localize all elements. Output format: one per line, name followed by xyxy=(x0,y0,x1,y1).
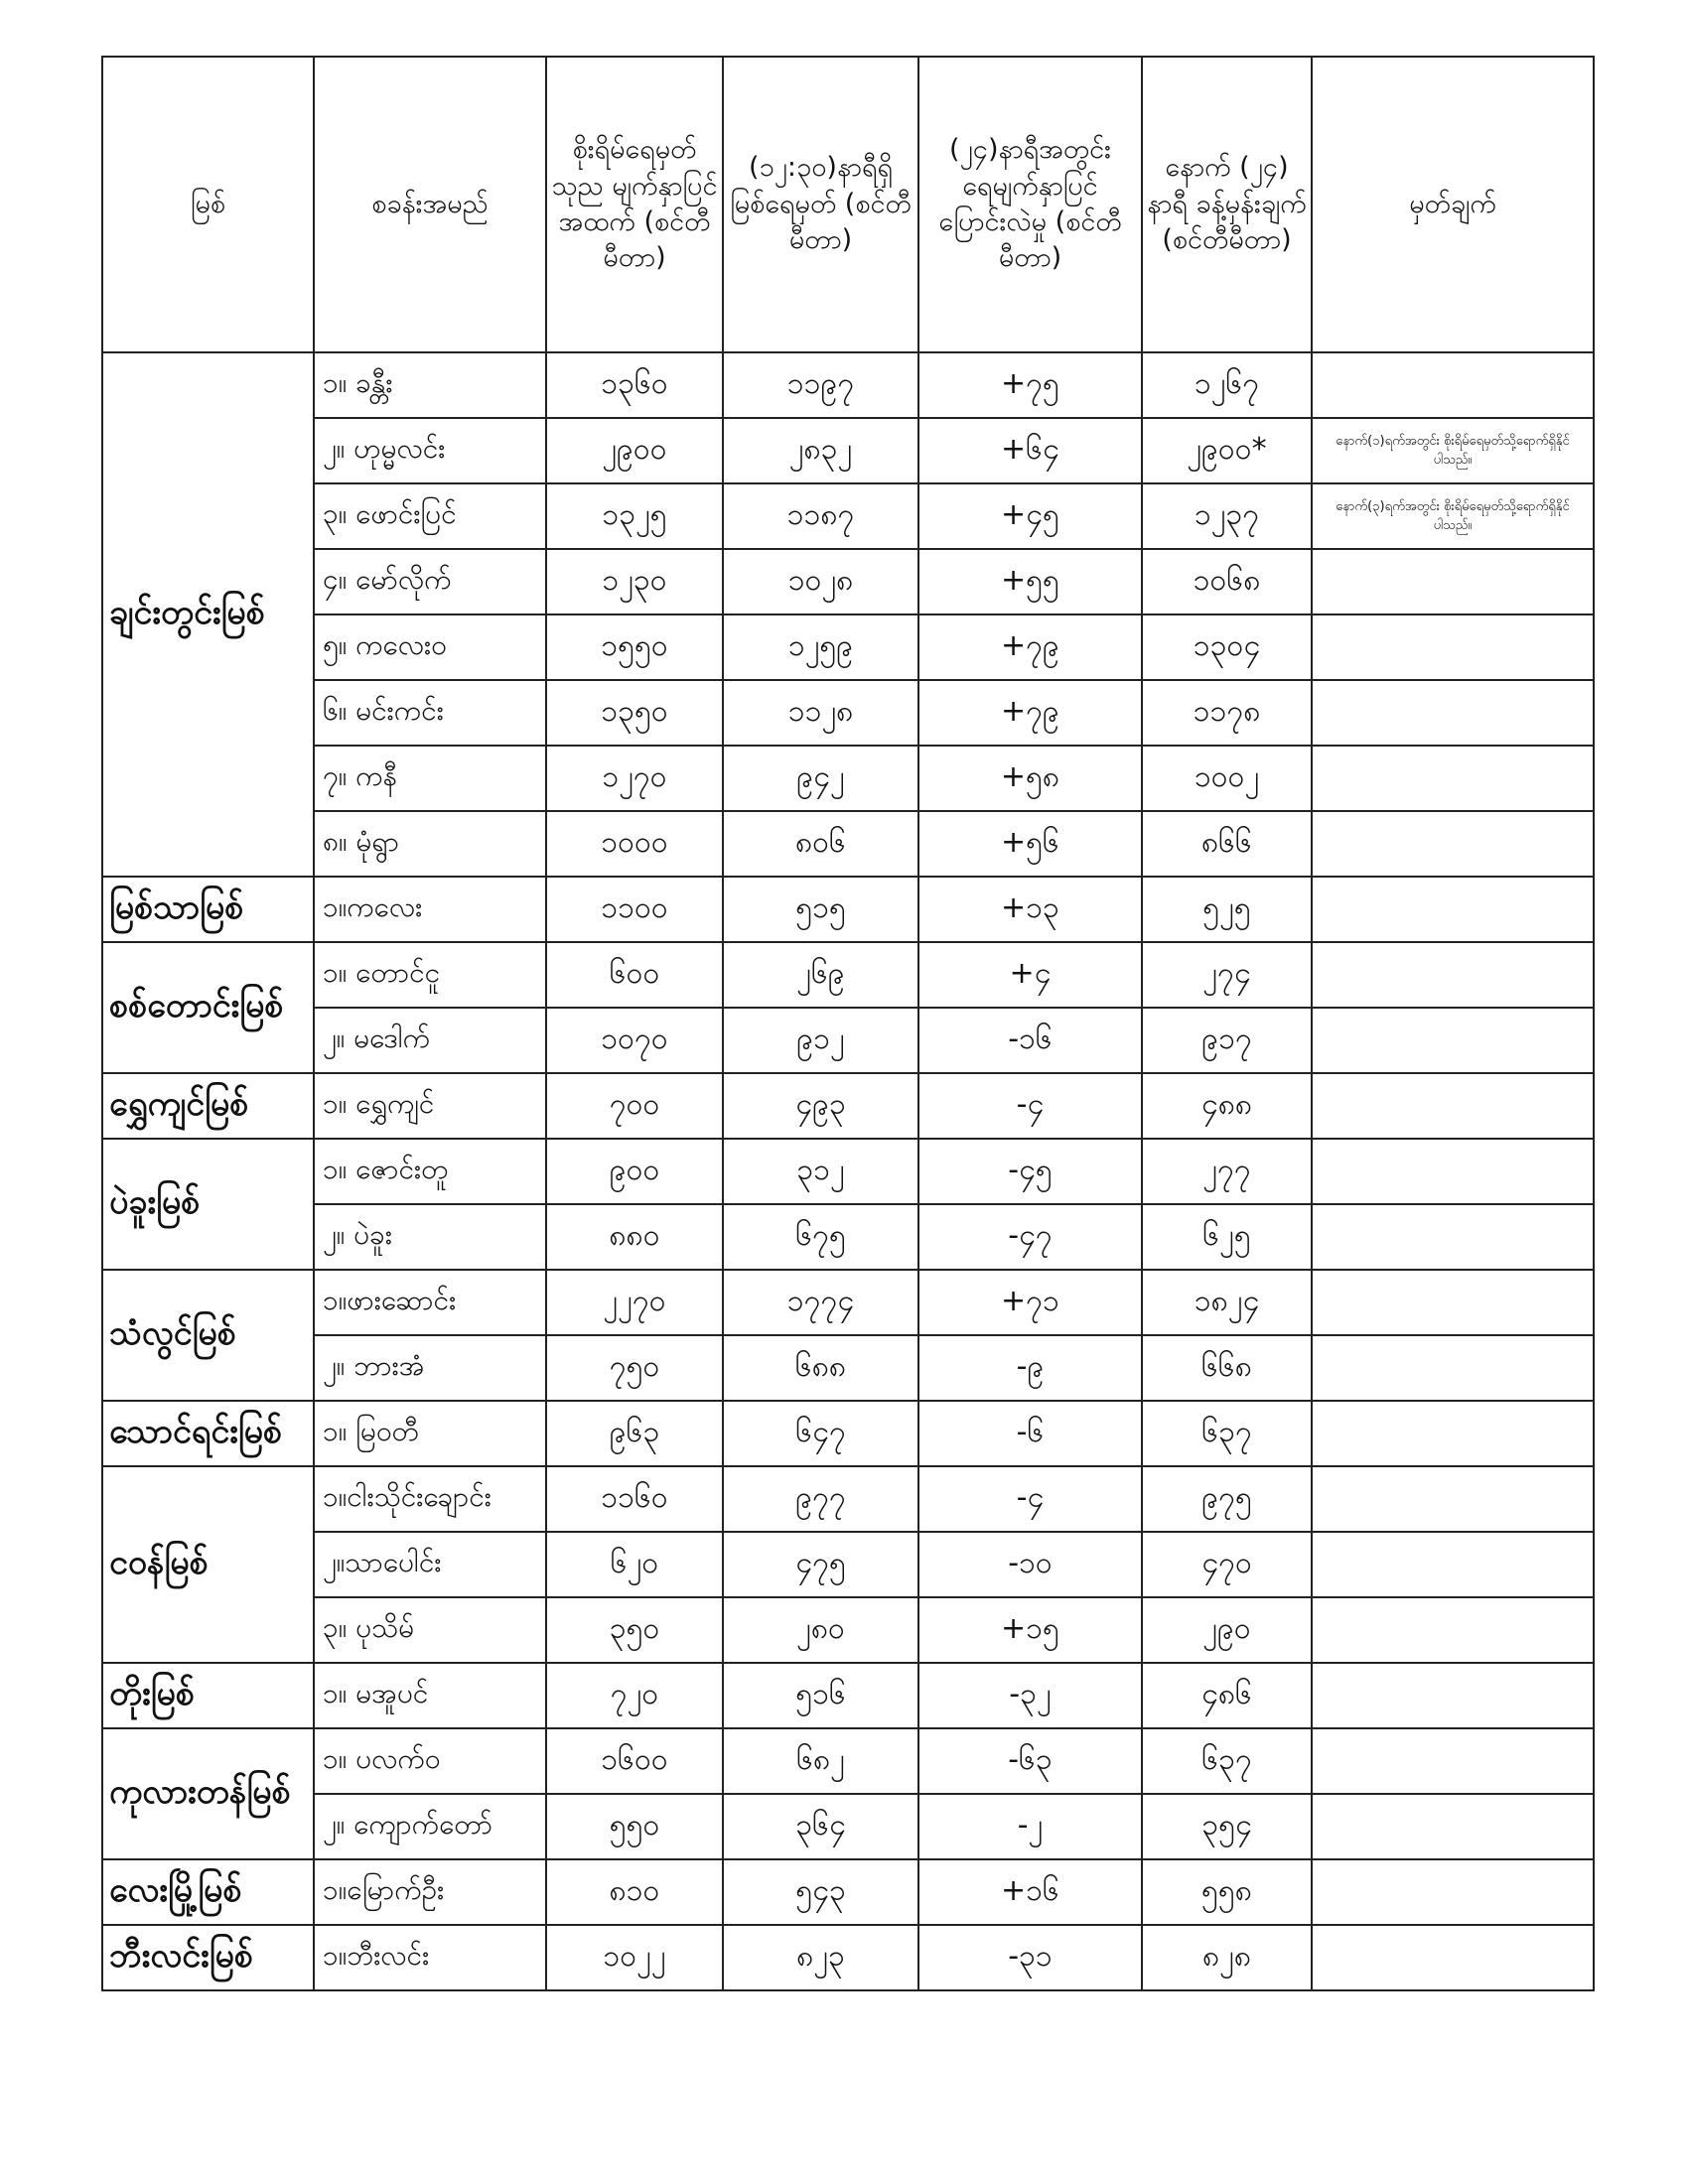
level-change: -၉ xyxy=(918,1335,1142,1401)
station-name: ၁။ မအူပင် xyxy=(314,1663,546,1728)
table-row xyxy=(102,1139,1594,1204)
table-row xyxy=(102,1728,1594,1794)
current-level: ၆၈၂ xyxy=(723,1728,918,1794)
danger-level: ၁၃၂၅ xyxy=(546,483,723,549)
forecast-level: ၁၀၆၈ xyxy=(1142,549,1312,614)
forecast-level: ၁၃၀၄ xyxy=(1142,614,1312,680)
forecast-level: ၆၂၅ xyxy=(1142,1204,1312,1270)
remark xyxy=(1312,614,1594,680)
table-row xyxy=(102,1073,1594,1139)
danger-level: ၃၅၀ xyxy=(546,1597,723,1663)
station-name: ၁။ တောင်ငူ xyxy=(314,942,546,1008)
current-level: ၉၇၇ xyxy=(723,1466,918,1532)
forecast-level: ၂၇၄ xyxy=(1142,942,1312,1008)
level-change: -၄၅ xyxy=(918,1139,1142,1204)
station-name: ၁။ငါးသိုင်းချောင်း xyxy=(314,1466,546,1532)
danger-level: ၁၃၅၀ xyxy=(546,680,723,746)
level-change: -၆၃ xyxy=(918,1728,1142,1794)
danger-level: ၁၆၀၀ xyxy=(546,1728,723,1794)
station-name: ၂။ ပဲခူး xyxy=(314,1204,546,1270)
remark xyxy=(1312,1270,1594,1335)
station-name: ၁။ ဇောင်းတူ xyxy=(314,1139,546,1204)
danger-level: ၁၀၀၀ xyxy=(546,811,723,877)
level-change: +၇၅ xyxy=(918,352,1142,418)
remark xyxy=(1312,746,1594,811)
danger-level: ၂၉၀၀ xyxy=(546,418,723,483)
danger-level: ၁၀၇၀ xyxy=(546,1008,723,1073)
forecast-level: ၁၁၇၈ xyxy=(1142,680,1312,746)
header-current-level: (၁၂:၃၀)နာရီရှိ မြစ်ရေမှတ် (စင်တီမီတာ) xyxy=(723,57,918,352)
current-level: ၅၁၅ xyxy=(723,877,918,942)
level-change: -၂ xyxy=(918,1794,1142,1859)
remark xyxy=(1312,1925,1594,1990)
remark xyxy=(1312,1401,1594,1466)
remark xyxy=(1312,1008,1594,1073)
river-name: စစ်တောင်းမြစ် xyxy=(102,942,314,1073)
remark: နောက်(၃)ရက်အတွင်း စိုးရိမ်ရေမှတ်သို့ရောက်ရှိနိုင်ပါသည်။ xyxy=(1312,483,1594,549)
forecast-level: ၈၂၈ xyxy=(1142,1925,1312,1990)
station-name: ၃။ ပုသိမ် xyxy=(314,1597,546,1663)
table-row xyxy=(102,483,1594,549)
current-level: ၂၈၀ xyxy=(723,1597,918,1663)
danger-level: ၇၀၀ xyxy=(546,1073,723,1139)
station-name: ၁။ကလေး xyxy=(314,877,546,942)
header-row xyxy=(102,57,1594,352)
station-name: ၆။ မင်းကင်း xyxy=(314,680,546,746)
remark xyxy=(1312,1073,1594,1139)
forecast-level: ၃၅၄ xyxy=(1142,1794,1312,1859)
forecast-level: ၄၈၈ xyxy=(1142,1073,1312,1139)
table-row xyxy=(102,1401,1594,1466)
forecast-level: ၉၇၅ xyxy=(1142,1466,1312,1532)
current-level: ၁၁၉၇ xyxy=(723,352,918,418)
current-level: ၂၈၃၂ xyxy=(723,418,918,483)
remark xyxy=(1312,811,1594,877)
table-row xyxy=(102,1663,1594,1728)
level-change: +၄၅ xyxy=(918,483,1142,549)
current-level: ၂၆၉ xyxy=(723,942,918,1008)
river-name: ကုလားတန်မြစ် xyxy=(102,1728,314,1859)
table-row xyxy=(102,549,1594,614)
header-forecast: နောက် (၂၄) နာရီ ခန့်မှန်းချက် (စင်တီမီတာ) xyxy=(1142,57,1312,352)
level-change: +၇၁ xyxy=(918,1270,1142,1335)
station-name: ၂။ ကျောက်တော် xyxy=(314,1794,546,1859)
remark xyxy=(1312,352,1594,418)
current-level: ၅၄၃ xyxy=(723,1859,918,1925)
station-name: ၂။ မဒေါက် xyxy=(314,1008,546,1073)
remark xyxy=(1312,1204,1594,1270)
forecast-level: ၁၀၀၂ xyxy=(1142,746,1312,811)
table-row xyxy=(102,877,1594,942)
station-name: ၁။ ရွှေကျင် xyxy=(314,1073,546,1139)
current-level: ၃၆၄ xyxy=(723,1794,918,1859)
level-change: +၁၅ xyxy=(918,1597,1142,1663)
forecast-level: ၁၂၃၇ xyxy=(1142,483,1312,549)
level-change: +၁၆ xyxy=(918,1859,1142,1925)
remark xyxy=(1312,1532,1594,1597)
header-station: စခန်းအမည် xyxy=(314,57,546,352)
current-level: ၄၉၃ xyxy=(723,1073,918,1139)
level-change: +၆၄ xyxy=(918,418,1142,483)
level-change: +၅၆ xyxy=(918,811,1142,877)
table-row xyxy=(102,1335,1594,1401)
remark xyxy=(1312,1597,1594,1663)
current-level: ၆၇၅ xyxy=(723,1204,918,1270)
table-row xyxy=(102,1270,1594,1335)
station-name: ၂။ ဟုမ္မလင်း xyxy=(314,418,546,483)
table-row xyxy=(102,614,1594,680)
current-level: ၃၁၂ xyxy=(723,1139,918,1204)
forecast-level: ၅၅၈ xyxy=(1142,1859,1312,1925)
table-row xyxy=(102,1008,1594,1073)
level-change: +၇၉ xyxy=(918,680,1142,746)
remark xyxy=(1312,877,1594,942)
table-row xyxy=(102,1204,1594,1270)
level-change: -၄ xyxy=(918,1073,1142,1139)
river-name: သောင်ရင်းမြစ် xyxy=(102,1401,314,1466)
forecast-level: ၂၉၀၀* xyxy=(1142,418,1312,483)
level-change: -၁၆ xyxy=(918,1008,1142,1073)
table-row xyxy=(102,746,1594,811)
forecast-level: ၂၇၇ xyxy=(1142,1139,1312,1204)
level-change: -၃၁ xyxy=(918,1925,1142,1990)
river-name: ဘီးလင်းမြစ် xyxy=(102,1925,314,1990)
header-river: မြစ် xyxy=(102,57,314,352)
station-name: ၁။ ခန္တီး xyxy=(314,352,546,418)
forecast-level: ၂၉၀ xyxy=(1142,1597,1312,1663)
forecast-level: ၁၂၆၇ xyxy=(1142,352,1312,418)
danger-level: ၉၀၀ xyxy=(546,1139,723,1204)
danger-level: ၆၂၀ xyxy=(546,1532,723,1597)
remark xyxy=(1312,1335,1594,1401)
remark xyxy=(1312,1663,1594,1728)
station-name: ၈။ မုံရွာ xyxy=(314,811,546,877)
remark xyxy=(1312,1794,1594,1859)
danger-level: ၆၀၀ xyxy=(546,942,723,1008)
forecast-level: ၈၆၆ xyxy=(1142,811,1312,877)
forecast-level: ၄၇၀ xyxy=(1142,1532,1312,1597)
station-name: ၂။သာပေါင်း xyxy=(314,1532,546,1597)
remark xyxy=(1312,680,1594,746)
table-row xyxy=(102,1532,1594,1597)
table-row xyxy=(102,942,1594,1008)
forecast-level: ၆၃၇ xyxy=(1142,1728,1312,1794)
level-change: +၅၈ xyxy=(918,746,1142,811)
level-change: -၄ xyxy=(918,1466,1142,1532)
table-row xyxy=(102,1466,1594,1532)
forecast-level: ၆၃၇ xyxy=(1142,1401,1312,1466)
danger-level: ၁၁၀၀ xyxy=(546,877,723,942)
station-name: ၄။ မော်လိုက် xyxy=(314,549,546,614)
forecast-level: ၅၂၅ xyxy=(1142,877,1312,942)
danger-level: ၂၂၇၀ xyxy=(546,1270,723,1335)
current-level: ၁၇၇၄ xyxy=(723,1270,918,1335)
river-name: တိုးမြစ် xyxy=(102,1663,314,1728)
danger-level: ၁၀၂၂ xyxy=(546,1925,723,1990)
river-name: ပဲခူးမြစ် xyxy=(102,1139,314,1270)
header-24h-change: (၂၄)နာရီအတွင်း ရေမျက်နှာပြင် ပြောင်းလဲမှု (စင်တီမီတာ) xyxy=(918,57,1142,352)
river-name: ရွှေကျင်မြစ် xyxy=(102,1073,314,1139)
table-row xyxy=(102,1859,1594,1925)
level-change: -၄၇ xyxy=(918,1204,1142,1270)
level-change: +၅၅ xyxy=(918,549,1142,614)
river-name: လေးမြို့မြစ် xyxy=(102,1859,314,1925)
danger-level: ၈၈၀ xyxy=(546,1204,723,1270)
river-name: ချင်းတွင်းမြစ် xyxy=(102,352,314,877)
header-danger-level: စိုးရိမ်ရေမှတ် သုည မျက်နှာပြင် အထက် (စင်တီမီတာ) xyxy=(546,57,723,352)
level-change: +၇၉ xyxy=(918,614,1142,680)
current-level: ၉၄၂ xyxy=(723,746,918,811)
current-level: ၉၁၂ xyxy=(723,1008,918,1073)
river-name: သံလွင်မြစ် xyxy=(102,1270,314,1401)
table-row xyxy=(102,352,1594,418)
remark xyxy=(1312,549,1594,614)
station-name: ၇။ ကနီ xyxy=(314,746,546,811)
table-row xyxy=(102,680,1594,746)
table-row xyxy=(102,811,1594,877)
river-name: ငဝန်မြစ် xyxy=(102,1466,314,1663)
remark xyxy=(1312,1728,1594,1794)
river-level-table xyxy=(101,56,1595,1991)
level-change: +၁၃ xyxy=(918,877,1142,942)
danger-level: ၅၅၀ xyxy=(546,1794,723,1859)
forecast-level: ၁၈၂၄ xyxy=(1142,1270,1312,1335)
remark xyxy=(1312,1466,1594,1532)
current-level: ၄၇၅ xyxy=(723,1532,918,1597)
forecast-level: ၄၈၆ xyxy=(1142,1663,1312,1728)
current-level: ၆၈၈ xyxy=(723,1335,918,1401)
station-name: ၁။ မြဝတီ xyxy=(314,1401,546,1466)
table-row xyxy=(102,418,1594,483)
danger-level: ၇၅၀ xyxy=(546,1335,723,1401)
table-row xyxy=(102,1794,1594,1859)
remark: နောက်(၁)ရက်အတွင်း စိုးရိမ်ရေမှတ်သို့ရောက်ရှိနိုင်ပါသည်။ xyxy=(1312,418,1594,483)
danger-level: ၁၂၇၀ xyxy=(546,746,723,811)
forecast-level: ၆၆၈ xyxy=(1142,1335,1312,1401)
danger-level: ၉၆၃ xyxy=(546,1401,723,1466)
current-level: ၅၁၆ xyxy=(723,1663,918,1728)
current-level: ၈၂၃ xyxy=(723,1925,918,1990)
station-name: ၁။ဖားဆောင်း xyxy=(314,1270,546,1335)
current-level: ၁၁၈၇ xyxy=(723,483,918,549)
station-name: ၂။ ဘားအံ xyxy=(314,1335,546,1401)
level-change: -၃၂ xyxy=(918,1663,1142,1728)
danger-level: ၁၁၆၀ xyxy=(546,1466,723,1532)
table-row xyxy=(102,1597,1594,1663)
station-name: ၃။ ဖောင်းပြင် xyxy=(314,483,546,549)
level-change: -၁၀ xyxy=(918,1532,1142,1597)
danger-level: ၁၂၃၀ xyxy=(546,549,723,614)
current-level: ၁၀၂၈ xyxy=(723,549,918,614)
table-row xyxy=(102,1925,1594,1990)
remark xyxy=(1312,1139,1594,1204)
forecast-level: ၉၁၇ xyxy=(1142,1008,1312,1073)
station-name: ၅။ ကလေးဝ xyxy=(314,614,546,680)
station-name: ၁။မြောက်ဦး xyxy=(314,1859,546,1925)
danger-level: ၁၃၆၀ xyxy=(546,352,723,418)
river-name: မြစ်သာမြစ် xyxy=(102,877,314,942)
danger-level: ၈၁၀ xyxy=(546,1859,723,1925)
station-name: ၁။ ပလက်ဝ xyxy=(314,1728,546,1794)
header-remarks: မှတ်ချက် xyxy=(1312,57,1594,352)
level-change: +၄ xyxy=(918,942,1142,1008)
current-level: ၈၀၆ xyxy=(723,811,918,877)
table-body xyxy=(102,352,1594,1990)
current-level: ၆၄၇ xyxy=(723,1401,918,1466)
remark xyxy=(1312,1859,1594,1925)
current-level: ၁၁၂၈ xyxy=(723,680,918,746)
remark xyxy=(1312,942,1594,1008)
danger-level: ၇၂၀ xyxy=(546,1663,723,1728)
danger-level: ၁၅၅၀ xyxy=(546,614,723,680)
level-change: -၆ xyxy=(918,1401,1142,1466)
current-level: ၁၂၅၉ xyxy=(723,614,918,680)
station-name: ၁။ဘီးလင်း xyxy=(314,1925,546,1990)
